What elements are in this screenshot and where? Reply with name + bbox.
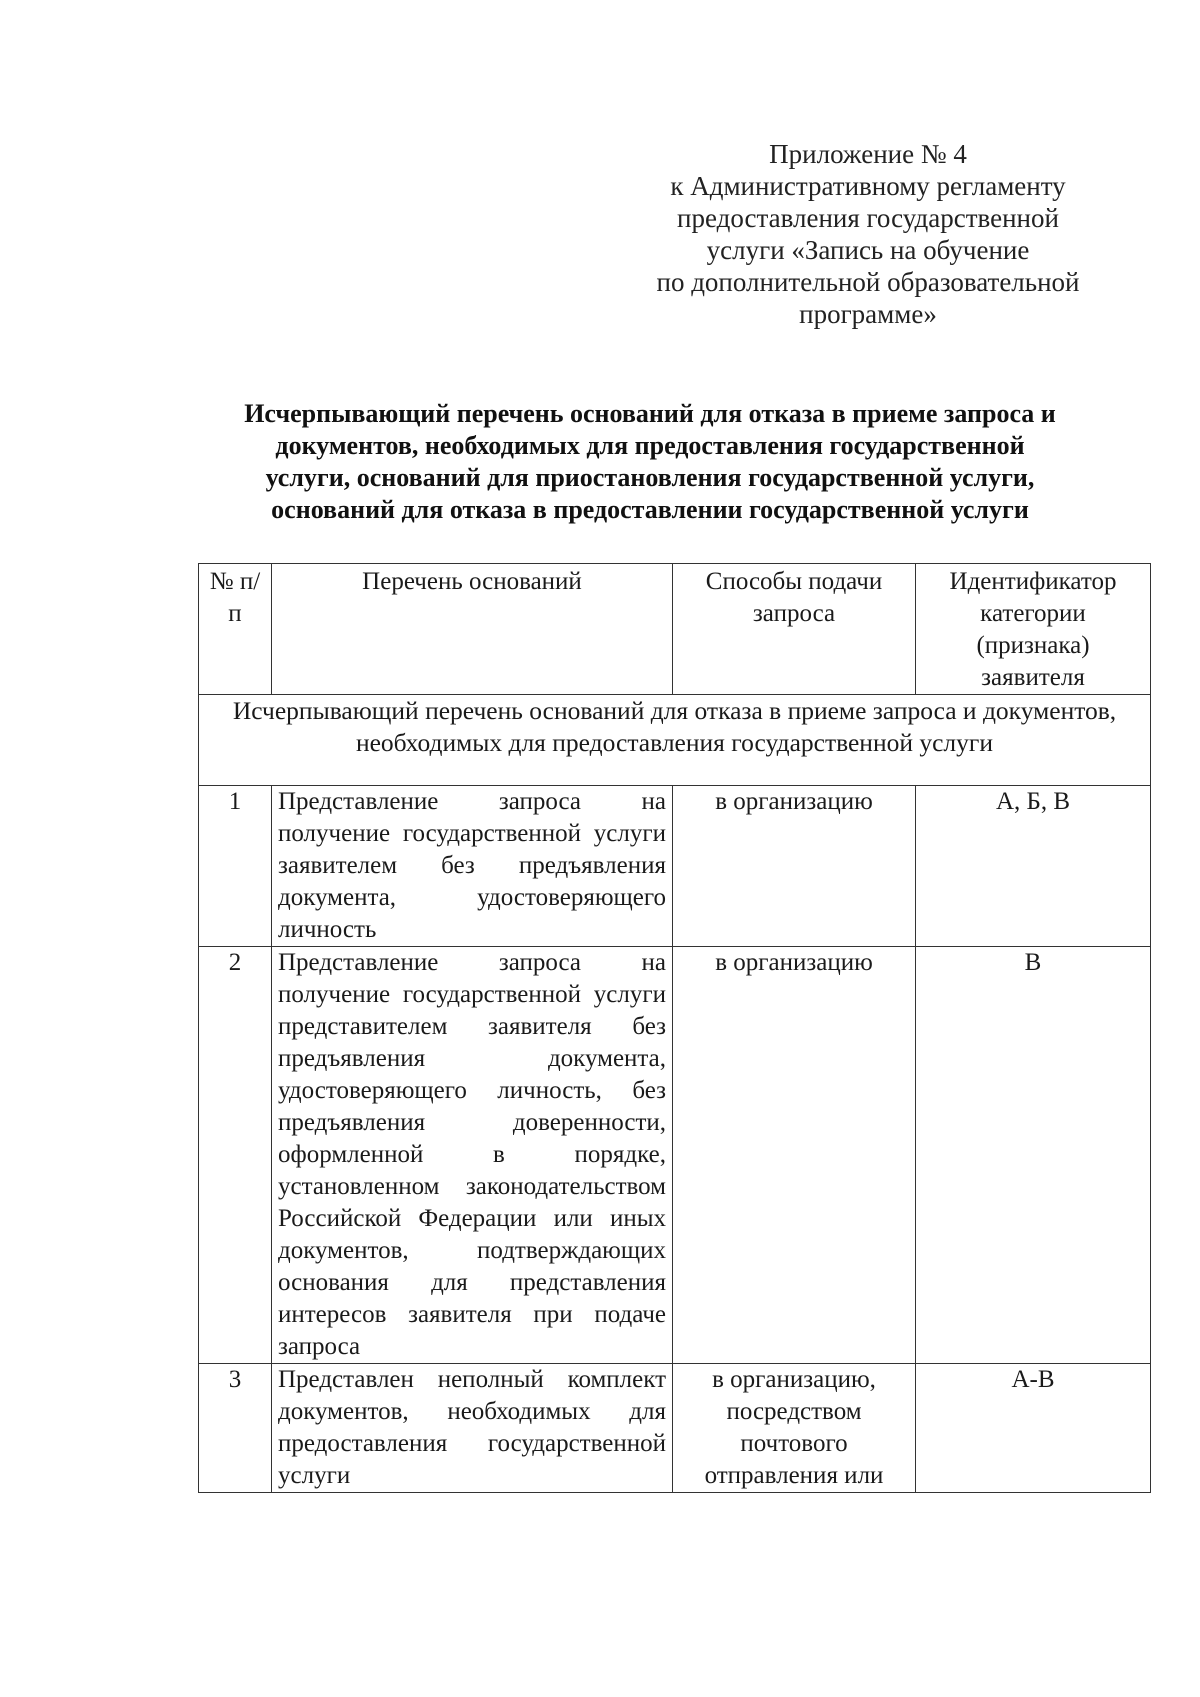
row-method: в организацию: [673, 947, 916, 1364]
section-heading: Исчерпывающий перечень оснований для отказа в приеме запроса и документов, необходимых для предоставления государственной услуги: [199, 695, 1151, 786]
appendix-line: Приложение № 4: [769, 139, 967, 169]
title-line: документов, необходимых для предоставления государственной: [275, 431, 1025, 460]
appendix-line: к Административному регламенту: [670, 171, 1066, 201]
appendix-line: программе»: [799, 299, 937, 329]
table-header-row: [199, 564, 1151, 695]
row-method: в организацию, посредством почтового отправления или: [673, 1364, 916, 1493]
row-id: В: [916, 947, 1151, 1364]
title-line: услуги, оснований для приостановления государственной услуги,: [265, 463, 1035, 492]
appendix-line: услуги «Запись на обучение: [706, 235, 1030, 265]
header-method: Способы подачи запроса: [673, 564, 916, 695]
row-reason: Представление запроса на получение государственной услуги представителем заявителя без предъявления документа, удостоверяющего личность, без предъявления доверенности, оформленной в порядке, установленном законодательством Российской Федерации или иных документов, подтверждающих основания для представления интересов заявителя при подаче запроса: [272, 947, 673, 1364]
row-method: в организацию: [673, 786, 916, 947]
row-num: 1: [199, 786, 272, 947]
table-row: [199, 1364, 1151, 1493]
row-id: А-В: [916, 1364, 1151, 1493]
row-num: 3: [199, 1364, 272, 1493]
row-reason: Представление запроса на получение государственной услуги заявителем без предъявления документа, удостоверяющего личность: [272, 786, 673, 947]
title-line: оснований для отказа в предоставлении государственной услуги: [271, 495, 1029, 524]
row-reason: Представлен неполный комплект документов, необходимых для предоставления государственной услуги: [272, 1364, 673, 1493]
row-num: 2: [199, 947, 272, 1364]
table-row: [199, 786, 1151, 947]
header-num: № п/п: [199, 564, 272, 695]
header-id: Идентификатор категории (признака) заявителя: [916, 564, 1151, 695]
appendix-line: предоставления государственной: [677, 203, 1059, 233]
row-id: А, Б, В: [916, 786, 1151, 947]
title-line: Исчерпывающий перечень оснований для отказа в приеме запроса и: [244, 399, 1056, 428]
appendix-header: [628, 138, 1108, 330]
section-heading-row: [199, 695, 1151, 786]
reasons-table: [198, 563, 1151, 1493]
header-reason: Перечень оснований: [272, 564, 673, 695]
appendix-line: по дополнительной образовательной: [656, 267, 1080, 297]
document-title: [175, 398, 1125, 526]
table-row: [199, 947, 1151, 1364]
